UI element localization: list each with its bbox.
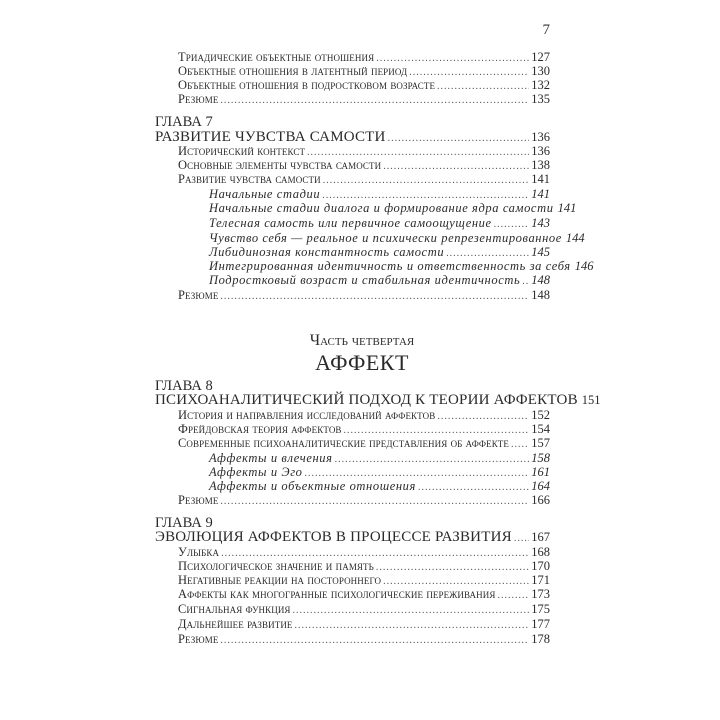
toc-entry[interactable] [178,408,550,422]
toc-entry-page: 141 [531,187,550,201]
toc-entry-page: 170 [531,559,550,573]
dot-leader [522,275,529,289]
toc-entry-page: 138 [531,158,550,172]
chapter-title-entry[interactable] [155,530,550,544]
toc-entry-page: 157 [531,436,550,450]
toc-entry-label: Резюме [178,92,219,106]
toc-entry-page: 178 [531,632,550,646]
toc-entry-label: Резюме [178,493,219,507]
part-label: Часть четвертая [309,332,415,349]
toc-entry-label: История и направления исследований аффектов [178,408,436,422]
dot-leader [220,495,529,509]
toc-subentry[interactable] [209,465,550,479]
toc-subentry[interactable] [209,201,577,215]
toc-entry-page: 152 [531,408,550,422]
toc-subentry[interactable] [209,187,550,201]
dot-leader [514,532,529,546]
toc-entry-label: Чувство себя — реальное и психически репрезентированное [209,231,562,245]
toc-entry-page: 154 [531,422,550,436]
chapter-title: ЭВОЛЮЦИЯ АФФЕКТОВ В ПРОЦЕССЕ РАЗВИТИЯ [155,529,512,545]
toc-entry-label: Современные психоаналитические представления об аффекте [178,436,510,450]
toc-entry[interactable] [178,573,550,587]
toc-entry-page: 132 [531,78,550,92]
dot-leader [511,438,529,452]
toc-entry-label: Сигнальная функция [178,602,291,616]
chapter-title: ПСИХОАНАЛИТИЧЕСКИЙ ПОДХОД К ТЕОРИИ АФФЕКТОВ [155,392,578,408]
toc-entry-label: Аффекты и Эго [209,465,303,479]
chapter-number: ГЛАВА 8 [155,378,213,394]
toc-entry[interactable] [178,436,550,450]
toc-entry-label: Развитие чувства самости [178,172,321,186]
toc-entry-label: Резюме [178,632,219,646]
toc-entry-page: 127 [531,50,550,64]
toc-entry-page: 143 [531,216,550,230]
toc-entry-page: 141 [557,201,577,215]
toc-entry[interactable] [178,144,550,158]
toc-entry-page: 148 [531,273,550,287]
toc-entry-label: Дальнейшее развитие [178,617,293,631]
dot-leader [220,290,529,304]
toc-entry[interactable] [178,64,550,78]
toc-entry-label: Объектные отношения в подростковом возрасте [178,78,436,92]
dot-leader [293,604,530,618]
toc-entry-page: 136 [531,130,550,144]
toc-entry-page: 177 [531,617,550,631]
toc-subentry[interactable] [209,479,550,493]
toc-entry-page: 168 [531,545,550,559]
toc-entry[interactable] [178,50,550,64]
toc-entry-label: Резюме [178,288,219,302]
toc-entry-page: 141 [531,172,550,186]
toc-entry[interactable] [178,172,550,186]
toc-entry-label: Фрейдовская теория аффектов [178,422,342,436]
toc-entry-label: Интегрированная идентичность и ответственность за себя [209,259,571,273]
toc-entry-page: 148 [531,288,550,302]
toc-entry-page: 161 [531,465,550,479]
toc-entry-label: Начальные стадии диалога и формирование ядра самости [209,201,554,215]
toc-subentry[interactable] [209,231,585,245]
toc-entry-page: 175 [531,602,550,616]
toc-entry[interactable] [178,617,550,631]
toc-entry-page: 164 [531,479,550,493]
toc-subentry[interactable] [209,259,594,273]
toc-entry-label: Либидинозная константность самости [209,245,445,259]
toc-entry-label: Исторический контекст [178,144,306,158]
toc-entry[interactable] [178,559,550,573]
toc-entry-page: 167 [531,530,550,544]
toc-entry-page: 158 [531,451,550,465]
toc-entry-label: Триадические объектные отношения [178,50,375,64]
chapter-number: ГЛАВА 7 [155,114,213,130]
toc-subentry[interactable] [209,273,550,287]
toc-entry-label: Начальные стадии [209,187,321,201]
toc-entry-label: Основные элементы чувства самости [178,158,382,172]
part-title: АФФЕКТ [315,350,409,375]
dot-leader [323,174,530,188]
toc-entry[interactable] [178,545,550,559]
toc-entry-label: Психологическое значение и память [178,559,374,573]
toc-entry-page: 144 [565,231,585,245]
chapter-title: РАЗВИТИЕ ЧУВСТВА САМОСТИ [155,129,386,145]
toc-entry-label: Аффекты и влечения [209,451,333,465]
toc-subentry[interactable] [209,245,550,259]
toc-entry[interactable] [178,587,550,601]
toc-entry-label: Подростковый возраст и стабильная идентичность [209,273,521,287]
toc-entry-label: Телесная самость или первичное самоощущение [209,216,492,230]
toc-entry-page: 145 [531,245,550,259]
toc-entry-page: 151 [581,393,601,407]
toc-entry[interactable] [178,602,550,616]
page-number: 7 [542,22,550,38]
toc-entry-page: 173 [531,587,550,601]
toc-entry[interactable] [178,288,550,302]
dot-leader [295,619,530,633]
dot-leader [220,94,529,108]
toc-entry-page: 166 [531,493,550,507]
dot-leader [494,218,530,232]
toc-entry-page: 171 [531,573,550,587]
toc-entry-label: Аффекты как многогранные психологические переживания [178,587,496,601]
toc-entry[interactable] [178,632,550,646]
toc-entry-page: 135 [531,92,550,106]
toc-entry-label: Улыбка [178,545,220,559]
toc-entry[interactable] [178,422,550,436]
toc-entry-label: Объектные отношения в латентный период [178,64,408,78]
toc-entry-page: 130 [531,64,550,78]
toc-entry-label: Негативные реакции на постороннего [178,573,382,587]
toc-entry[interactable] [178,92,550,106]
toc-entry-page: 136 [531,144,550,158]
toc-subentry[interactable] [209,216,550,230]
chapter-number: ГЛАВА 9 [155,515,213,531]
toc-entry[interactable] [178,158,550,172]
dot-leader [220,634,529,648]
toc-entry-page: 146 [574,259,594,273]
chapter-title-entry[interactable] [155,130,550,144]
toc-entry[interactable] [178,78,550,92]
toc-entry-label: Аффекты и объектные отношения [209,479,416,493]
toc-entry[interactable] [178,493,550,507]
chapter-title-entry[interactable] [155,392,601,408]
dot-leader [497,589,529,603]
toc-subentry[interactable] [209,451,550,465]
